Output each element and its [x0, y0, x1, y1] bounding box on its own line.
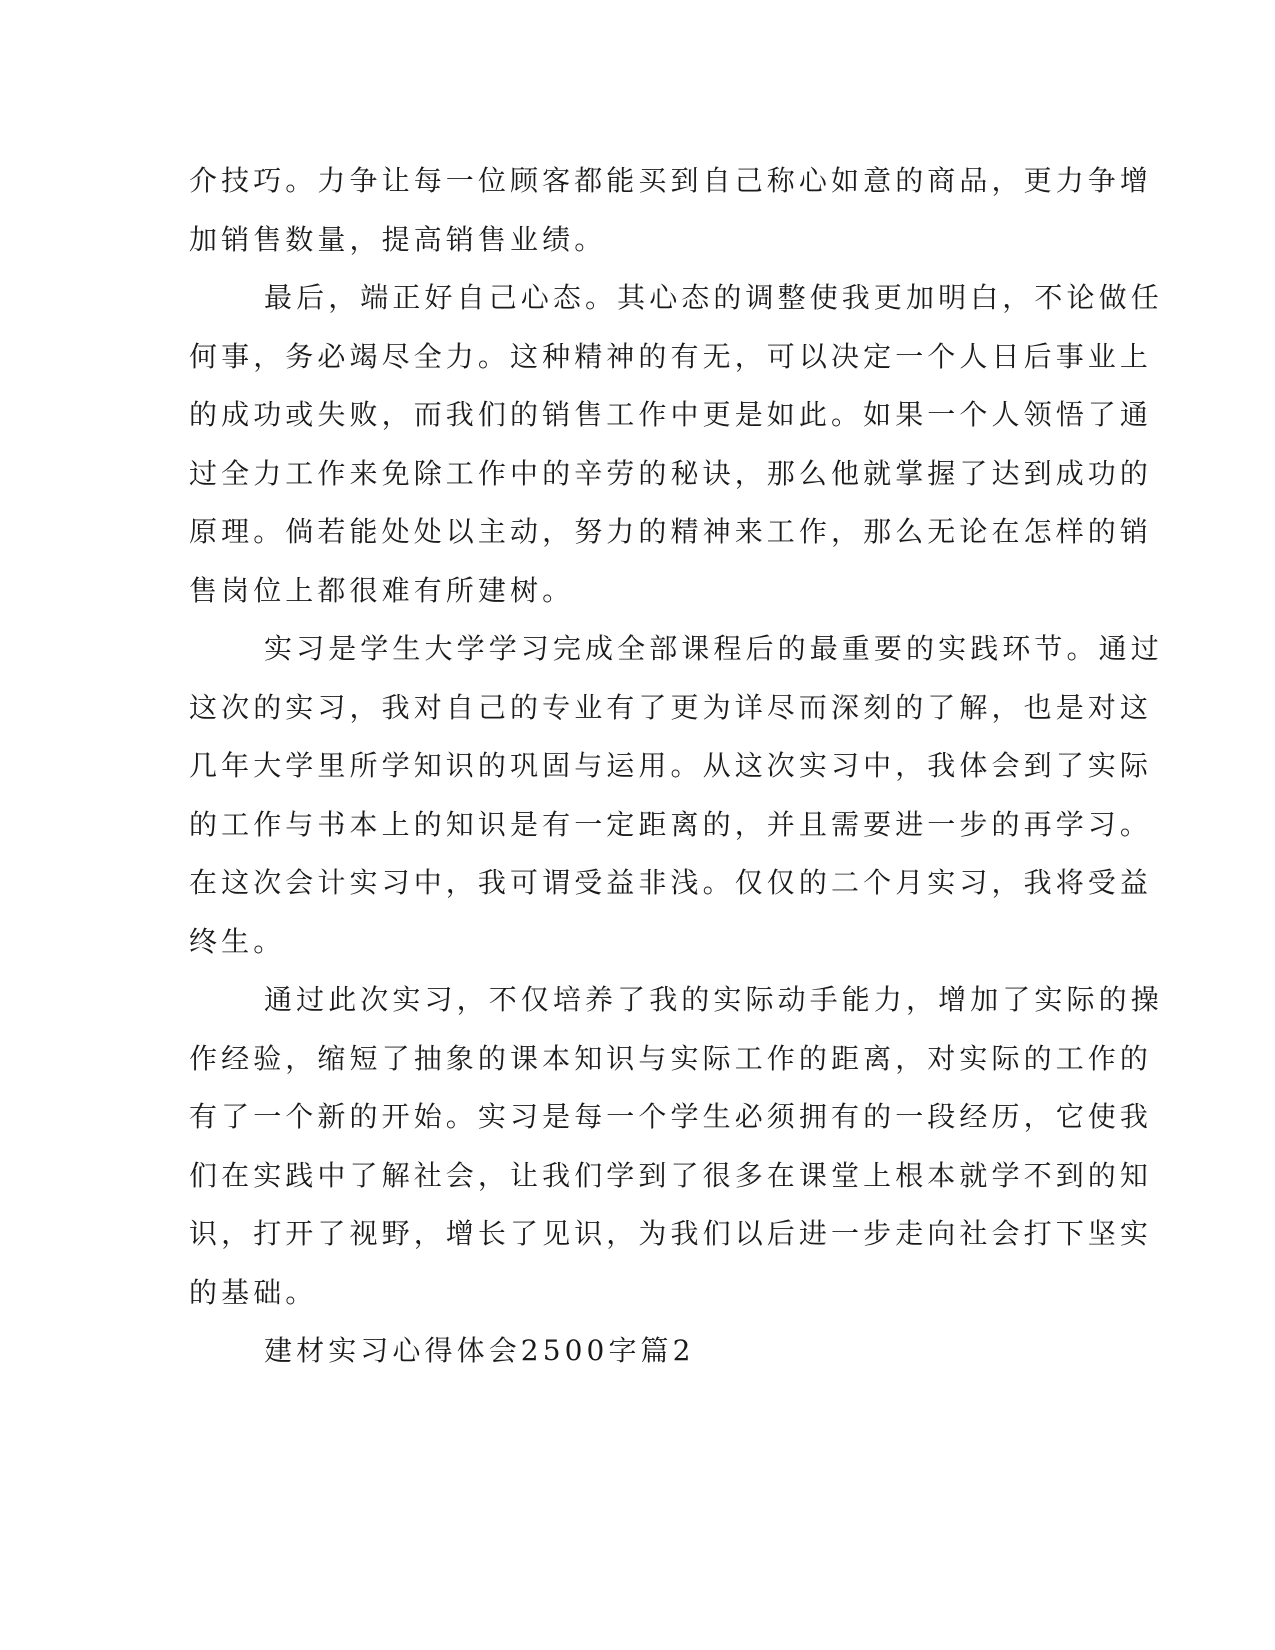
- text-line: 几年大学里所学知识的巩固与运用。从这次实习中，我体会到了实际: [189, 749, 1153, 782]
- text-line: 的工作与书本上的知识是有一定距离的，并且需要进一步的再学习。: [189, 808, 1153, 841]
- text-line: 的基础。: [189, 1276, 318, 1309]
- text-line: 介技巧。力争让每一位顾客都能买到自己称心如意的商品，更力争增: [189, 164, 1153, 197]
- text-line: 们在实践中了解社会，让我们学到了很多在课堂上根本就学不到的知: [189, 1159, 1153, 1192]
- paragraph-start-line: 实习是学生大学学习完成全部课程后的最重要的实践环节。通过: [264, 632, 1163, 665]
- text-line: 在这次会计实习中，我可谓受益非浅。仅仅的二个月实习，我将受益: [189, 866, 1153, 899]
- text-line: 有了一个新的开始。实习是每一个学生必须拥有的一段经历，它使我: [189, 1100, 1153, 1133]
- text-line: 何事，务必竭尽全力。这种精神的有无，可以决定一个人日后事业上: [189, 340, 1153, 373]
- section-heading: 建材实习心得体会2500字篇2: [264, 1334, 695, 1367]
- text-line: 这次的实习，我对自己的专业有了更为详尽而深刻的了解，也是对这: [189, 691, 1153, 724]
- text-line: 终生。: [189, 925, 286, 958]
- text-line: 售岗位上都很难有所建树。: [189, 574, 575, 607]
- text-line: 识，打开了视野，增长了见识，为我们以后进一步走向社会打下坚实: [189, 1217, 1153, 1250]
- text-line: 的成功或失败，而我们的销售工作中更是如此。如果一个人领悟了通: [189, 398, 1153, 431]
- text-line: 原理。倘若能处处以主动，努力的精神来工作，那么无论在怎样的销: [189, 515, 1153, 548]
- text-line: 加销售数量，提高销售业绩。: [189, 223, 607, 256]
- paragraph-start-line: 通过此次实习，不仅培养了我的实际动手能力，增加了实际的操: [264, 983, 1163, 1016]
- text-line: 过全力工作来免除工作中的辛劳的秘诀，那么他就掌握了达到成功的: [189, 457, 1153, 490]
- text-line: 作经验，缩短了抽象的课本知识与实际工作的距离，对实际的工作的: [189, 1042, 1153, 1075]
- paragraph-start-line: 最后，端正好自己心态。其心态的调整使我更加明白，不论做任: [264, 281, 1163, 314]
